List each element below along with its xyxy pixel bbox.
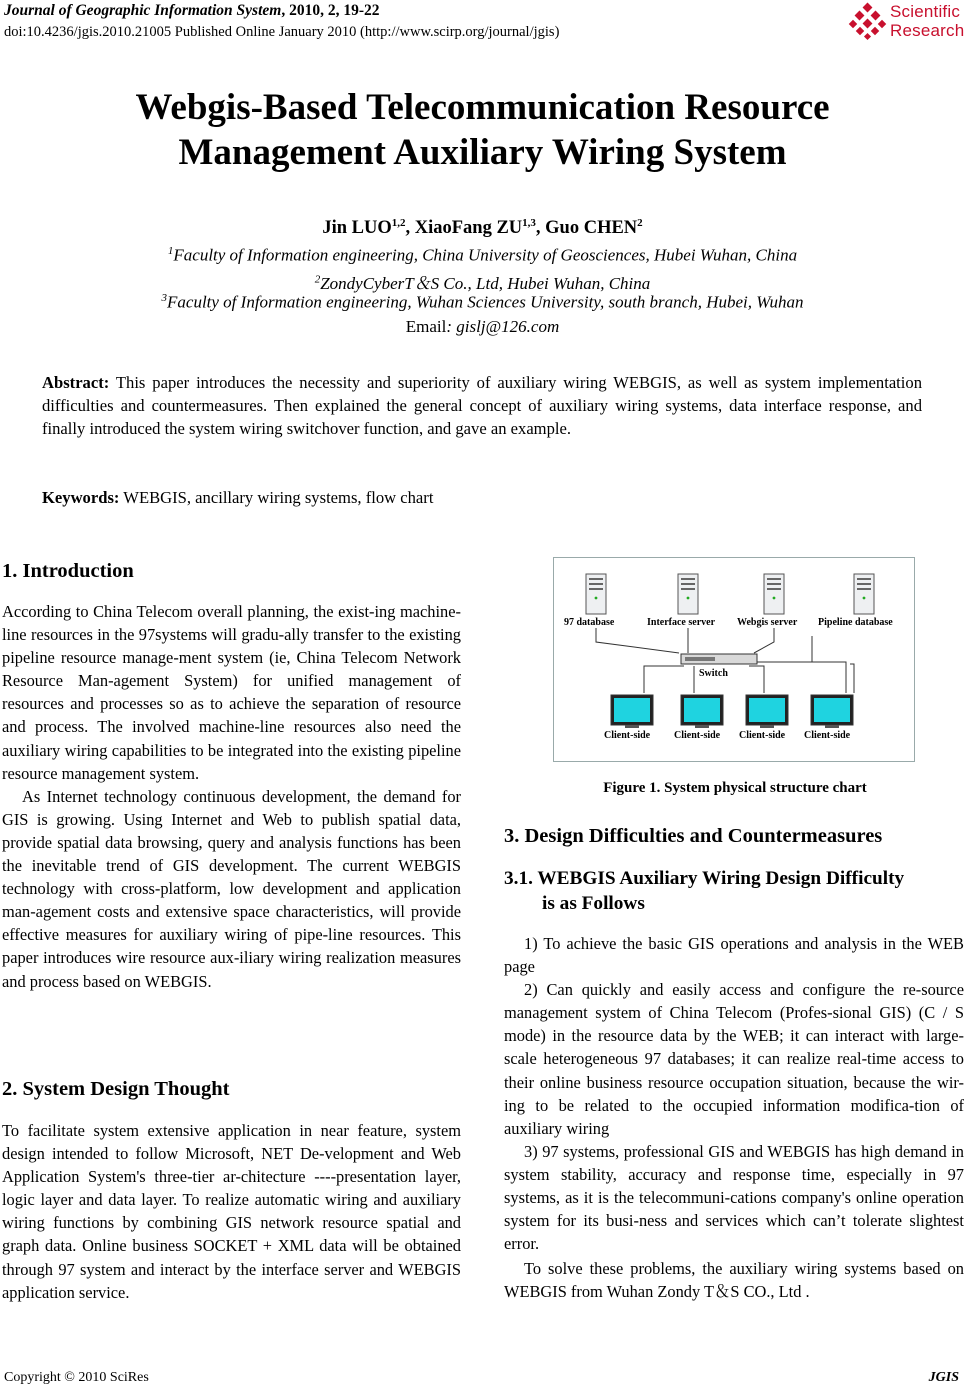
section-3-heading: 3. Design Difficulties and Countermeasures (504, 825, 883, 847)
title-line-1: Webgis-Based Telecommunication Resource (135, 87, 830, 128)
network-diagram (554, 558, 914, 761)
client-label-3: Client-side (739, 730, 786, 741)
server-label-2: Interface server (647, 617, 716, 628)
client-monitor-icon-3 (746, 695, 788, 728)
affiliation-2 (0, 269, 965, 294)
section-3-1-paragraph-4: To solve these problems, the auxiliary wiring systems based on WEBGIS from Wuhan Zondy T＆S CO., Ltd . (504, 1259, 964, 1302)
figure-1-caption: Figure 1. System physical structure chart (603, 780, 867, 796)
author-2: , XiaoFang ZU (405, 218, 523, 239)
abstract-text: This paper introduces the necessity and superiority of auxiliary wiring WEBGIS, as well as system implementation difficulties and countermeasures. Then explained the general concept of auxiliary wiring systems, data interface response, and finally introduced the system wiring switchover function, and gave an example. (42, 373, 922, 439)
affiliation-1-text: Faculty of Information engineering, China University of Geosciences, Hubei Wuhan, China (173, 245, 798, 265)
section-1-heading: 1. Introduction (2, 560, 134, 582)
section-3-1-item-3: 3) 97 systems, professional GIS and WEBGIS has high demand in system stability, accuracy and response time, especially in 97 systems, as it is the telecommuni-cations company's online operation system for its busi-ness and services which can’t tolerate slightest error. (504, 1141, 964, 1254)
logo-mark-icon (848, 2, 888, 42)
pipeline-database-icon (854, 574, 874, 614)
server-label-4: Pipeline database (818, 617, 893, 628)
affiliation-1-sup: 1 (167, 245, 174, 257)
abstract (42, 371, 922, 441)
client-monitor-icon-4 (811, 695, 853, 728)
section-3-1-item-1: 1) To achieve the basic GIS operations and analysis in the WEB page (504, 934, 964, 977)
interface-server-icon (678, 574, 698, 614)
journal-name: Journal of Geographic Information System (4, 2, 282, 19)
section-2-body (2, 1119, 461, 1304)
affiliation-2-sup: 2 (314, 273, 321, 286)
server-label-1: 97 database (564, 617, 615, 628)
affiliation-3 (0, 292, 965, 313)
affiliation-3-sup: 3 (161, 292, 168, 304)
database-server-icon (586, 574, 606, 614)
keywords-text: WEBGIS, ancillary wiring systems, flow chart (119, 488, 434, 507)
email-label: Email (405, 317, 447, 336)
section-1-body (2, 600, 461, 993)
author-1: Jin LUO (322, 218, 392, 239)
footer-copyright: Copyright © 2010 SciRes (4, 1370, 149, 1385)
section-3-1-body (504, 932, 964, 1304)
author-3: , Guo CHEN (535, 218, 638, 239)
section-2-paragraph-1: To facilitate system extensive application in near feature, system design intended to follow Microsoft, NET De-velopment and Web Application System's three-tier ar-chitecture ----presentation layer, logic layer and data layer. To realize automatic wiring and auxiliary wiring functions by combining GIS network resource spatial and graph data. Online business SOCKET + XML data will be obtained through 97 system and interact by the interface server and WEBGIS application service. (2, 1121, 461, 1302)
publisher-logo (848, 0, 965, 46)
affiliation-3-text: Faculty of Information engineering, Wuhan Sciences University, south branch, Hubei, Wuhan (167, 292, 804, 312)
title-line-2: Management Auxiliary Wiring System (178, 132, 787, 173)
affiliation-1 (0, 245, 965, 266)
client-monitor-icon-2 (681, 695, 723, 728)
author-2-sup: 1,3 (522, 217, 536, 229)
abstract-label: Abstract: (42, 373, 110, 392)
logo-text-1: Scientific (890, 2, 961, 21)
author-1-sup: 1,2 (391, 217, 406, 229)
webgis-server-icon (764, 574, 784, 614)
section-3-1-heading-line-2: is as Follows (542, 893, 645, 914)
doi-line: doi:10.4236/jgis.2010.21005 Published Online January 2010 (http://www.scirp.org/journal/jgis) (4, 24, 560, 40)
keywords (42, 486, 922, 509)
section-2-heading: 2. System Design Thought (2, 1078, 230, 1100)
logo-text-2: Research (890, 21, 965, 40)
server-label-3: Webgis server (737, 617, 798, 628)
author-3-sup: 2 (637, 217, 643, 229)
keywords-label: Keywords: (42, 488, 120, 507)
section-3-1-heading (504, 866, 965, 916)
journal-volume: , 2010, 2, 19-22 (281, 2, 380, 19)
client-label-4: Client-side (804, 730, 851, 741)
figure-1 (553, 557, 915, 762)
section-1-paragraph-1: According to China Telecom overall planning, the exist-ing machine-line resources in the 97systems will gradu-ally transfer to the existing pipeline resource manage-ment system (ie, China Telecom Network Resource Man-agement System) for unified management of resources and processes so as to achieve the separation of resource and process. The involved machine-line resources also need the auxiliary wiring capabilities to be integrated into the existing pipeline resource management system. (2, 602, 461, 783)
section-1-paragraph-2: As Internet technology continuous development, the demand for GIS is growing. Using Internet and Web to publish spatial data, provide spatial data browsing, query and analysis functions has been the inevitable trend of GIS development. The current WEBGIS technology with cross-platform, low development and application man-agement costs and extensive space characteristics, will provide effective measures for auxiliary wiring of pipe-line resources. This paper introduces wire resource aux-iliary wiring realization measures and process based on WEBGIS. (2, 786, 461, 991)
client-label-2: Client-side (674, 730, 721, 741)
journal-header (4, 2, 379, 20)
affiliation-2-text: ZondyCyberT＆S Co., Ltd, Hubei Wuhan, China (320, 274, 651, 293)
paper-title (0, 85, 965, 175)
client-label-1: Client-side (604, 730, 651, 741)
footer-journal: JGIS (928, 1370, 959, 1385)
section-3-1-heading-line-1: 3.1. WEBGIS Auxiliary Wiring Design Difficulty (504, 868, 905, 889)
section-3-1-item-2: 2) Can quickly and easily access and configure the re-source management system of China Telecom (Profes-sional GIS) (C / S mode) in the resource data by the WEB; it can interact with large-scale heterogeneous 97 databases; it can realize real-time access to their online business resource occupation situation, because the wir-ing to be related to the occupied information modifica-tion of auxiliary wiring (504, 980, 964, 1138)
author-list (0, 217, 965, 239)
email-address: : gislj@126.com (446, 317, 560, 336)
switch-label: Switch (699, 668, 728, 679)
client-monitor-icon-1 (611, 695, 653, 728)
email-line (0, 317, 965, 337)
